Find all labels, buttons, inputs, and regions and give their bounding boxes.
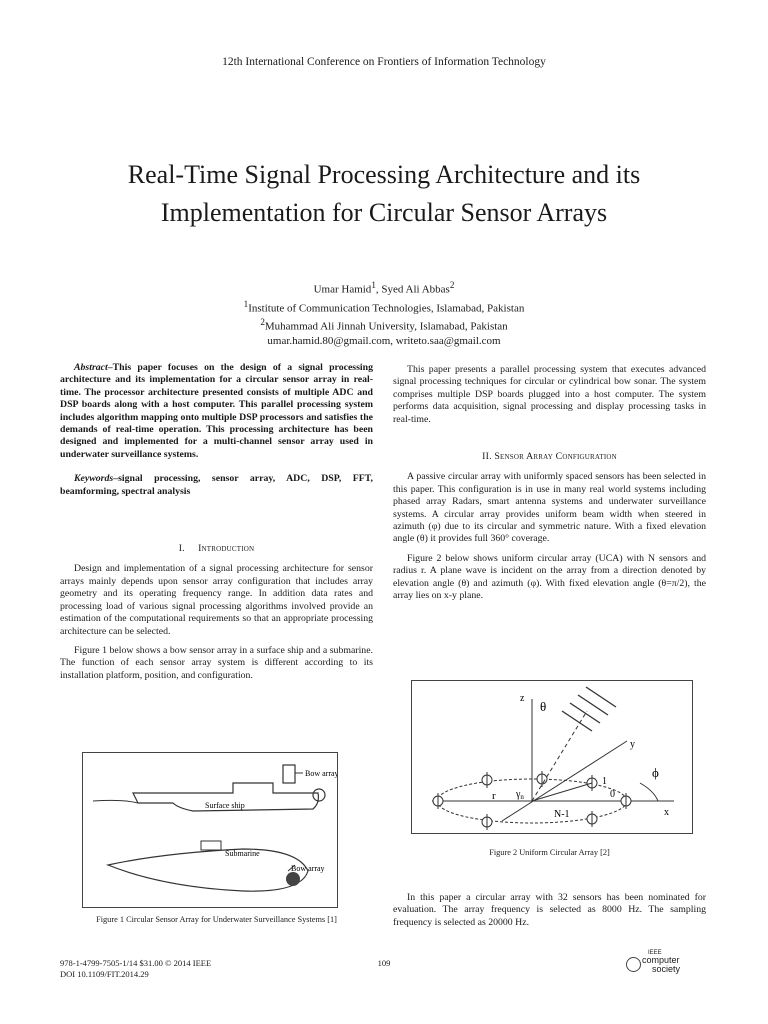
figure-2-label-theta: θ <box>540 699 547 714</box>
section-1-heading: I. Introduction <box>178 543 255 555</box>
author-1: Umar Hamid <box>313 283 372 296</box>
keywords: Keywords–signal processing, sensor array, ADC, DSP, FFT, beamforming, spectral analysis <box>60 473 373 497</box>
figure-2-label-r: r <box>492 790 496 802</box>
footer-left <box>60 958 211 980</box>
computer-society-logo: IEEE computer society <box>626 950 706 982</box>
conference-header: 12th International Conference on Frontiers of Information Technology <box>222 56 546 68</box>
title-line-1: Real-Time Signal Processing Architecture and its <box>127 160 641 189</box>
figure-2-illustration <box>412 681 692 833</box>
footer-isbn: 978-1-4799-7505-1/14 $31.00 © 2014 IEEE <box>60 958 212 968</box>
right-column <box>393 364 706 610</box>
section-1-paragraph-2: Figure 1 below shows a bow sensor array in a surface ship and a submarine. The function of each sensor array system is different according to its installation platform, position, and configuration. <box>60 644 373 681</box>
figure-2-caption: Figure 2 Uniform Circular Array [2] <box>489 848 610 857</box>
figure-1-caption: Figure 1 Circular Sensor Array for Underwater Surveillance Systems [1] <box>96 915 337 924</box>
figure-2 <box>411 680 693 834</box>
figure-2-label-y: y <box>630 739 635 750</box>
figure-1-illustration <box>83 753 337 907</box>
author-block <box>0 278 768 348</box>
section-2-heading: II. Sensor Array Configuration <box>482 451 617 463</box>
title-line-2: Implementation for Circular Sensor Arrays <box>160 198 608 227</box>
figure-1-label-surface-ship: Surface ship <box>205 801 245 810</box>
figure-1-label-bow-array-bottom: Bow array <box>291 864 325 873</box>
figure-2-label-n-minus-1: N-1 <box>554 809 570 820</box>
right-column-paragraph-1: This paper presents a parallel processing system that executes advanced signal processing techniques for circular or cylindrical bow sonar. The system comprises multiple DSP boards plugged into a host computer. The system performs data acquisition, signal processing and display processing tasks in real-time. <box>393 364 706 425</box>
figure-2-label-phi: ϕ <box>652 765 659 780</box>
affiliation-1: $^1$Institute of Communication Technologies, Islamabad, Pakistan <box>243 298 525 315</box>
left-column <box>60 362 373 689</box>
right-column-bottom <box>393 892 706 936</box>
figure-1-label-bow-array-top: Bow array <box>305 769 337 778</box>
author-names: Umar Hamid$^1$, Syed Ali Abbas$^2$ <box>313 280 455 296</box>
figure-1 <box>82 752 338 908</box>
figure-2-label-z: z <box>520 693 525 704</box>
right-column-paragraph-3: In this paper a circular array with 32 sensors has been nominated for evaluation. The array frequency is selected as 8000 Hz. The sampling frequency is selected as 20000 Hz. <box>393 892 706 928</box>
section-2-paragraph-1: A passive circular array with uniformly spaced sensors has been selected in this paper. This configuration is in use in many real world systems including phased array Radars, smart antenna systems and underwater surveillance systems. A circular array provides uniform beam width when steered in azimuth (φ) due to its circular and symmetric nature. With a fixed elevation angle (θ) it provides full 360° coverage. <box>393 471 706 545</box>
figure-2-label-gamma: $\gamma_n$ <box>516 789 524 801</box>
section-2-paragraph-2: Figure 2 below shows uniform circular array (UCA) with N sensors and radius r. A plane wave is incident on the array from a direction denoted by elevation angle (θ) and azimuth (φ). With fixed elevation angle (θ=π/2), the array lies on x-y plane. <box>393 552 706 602</box>
author-2: Syed Ali Abbas <box>381 283 450 296</box>
section-1-paragraph-1: Design and implementation of a signal processing architecture for sensor arrays mainly depends upon sensor array configuration that includes array geometry and its operating frequency range. In addition data rates and processing load of various signal processing algorithms involved provide an estimation of the computational requirements so that an appropriate processing architecture can be selected. <box>60 563 373 637</box>
figure-2-label-x: x <box>664 807 669 818</box>
figure-2-label-one: 1 <box>602 776 607 787</box>
affiliation-2: $^2$Muhammad Ali Jinnah University, Islamabad, Pakistan <box>260 317 508 333</box>
abstract: Abstract–This paper focuses on the design of a signal processing architecture and its implementation for a circular sensor array in real-time. The processor architecture presented consists of multiple ADC and DSP boards along with a host computer. This parallel processing system includes algorithm mapping onto multiple DSP processors and satisfies the demands of real-time operation. This processing architecture has been designed and implemented for a multi-channel sensor array used in underwater surveillance systems. <box>60 362 373 460</box>
footer-doi: DOI 10.1109/FIT.2014.29 <box>60 969 149 979</box>
paper-title <box>60 156 708 232</box>
author-emails: umar.hamid.80@gmail.com, writeto.saa@gmail.com <box>267 334 501 347</box>
figure-2-label-zero: 0 <box>610 789 615 800</box>
globe-icon <box>626 957 641 972</box>
page-number: 109 <box>377 958 391 968</box>
figure-1-label-submarine: Submarine <box>225 849 260 858</box>
